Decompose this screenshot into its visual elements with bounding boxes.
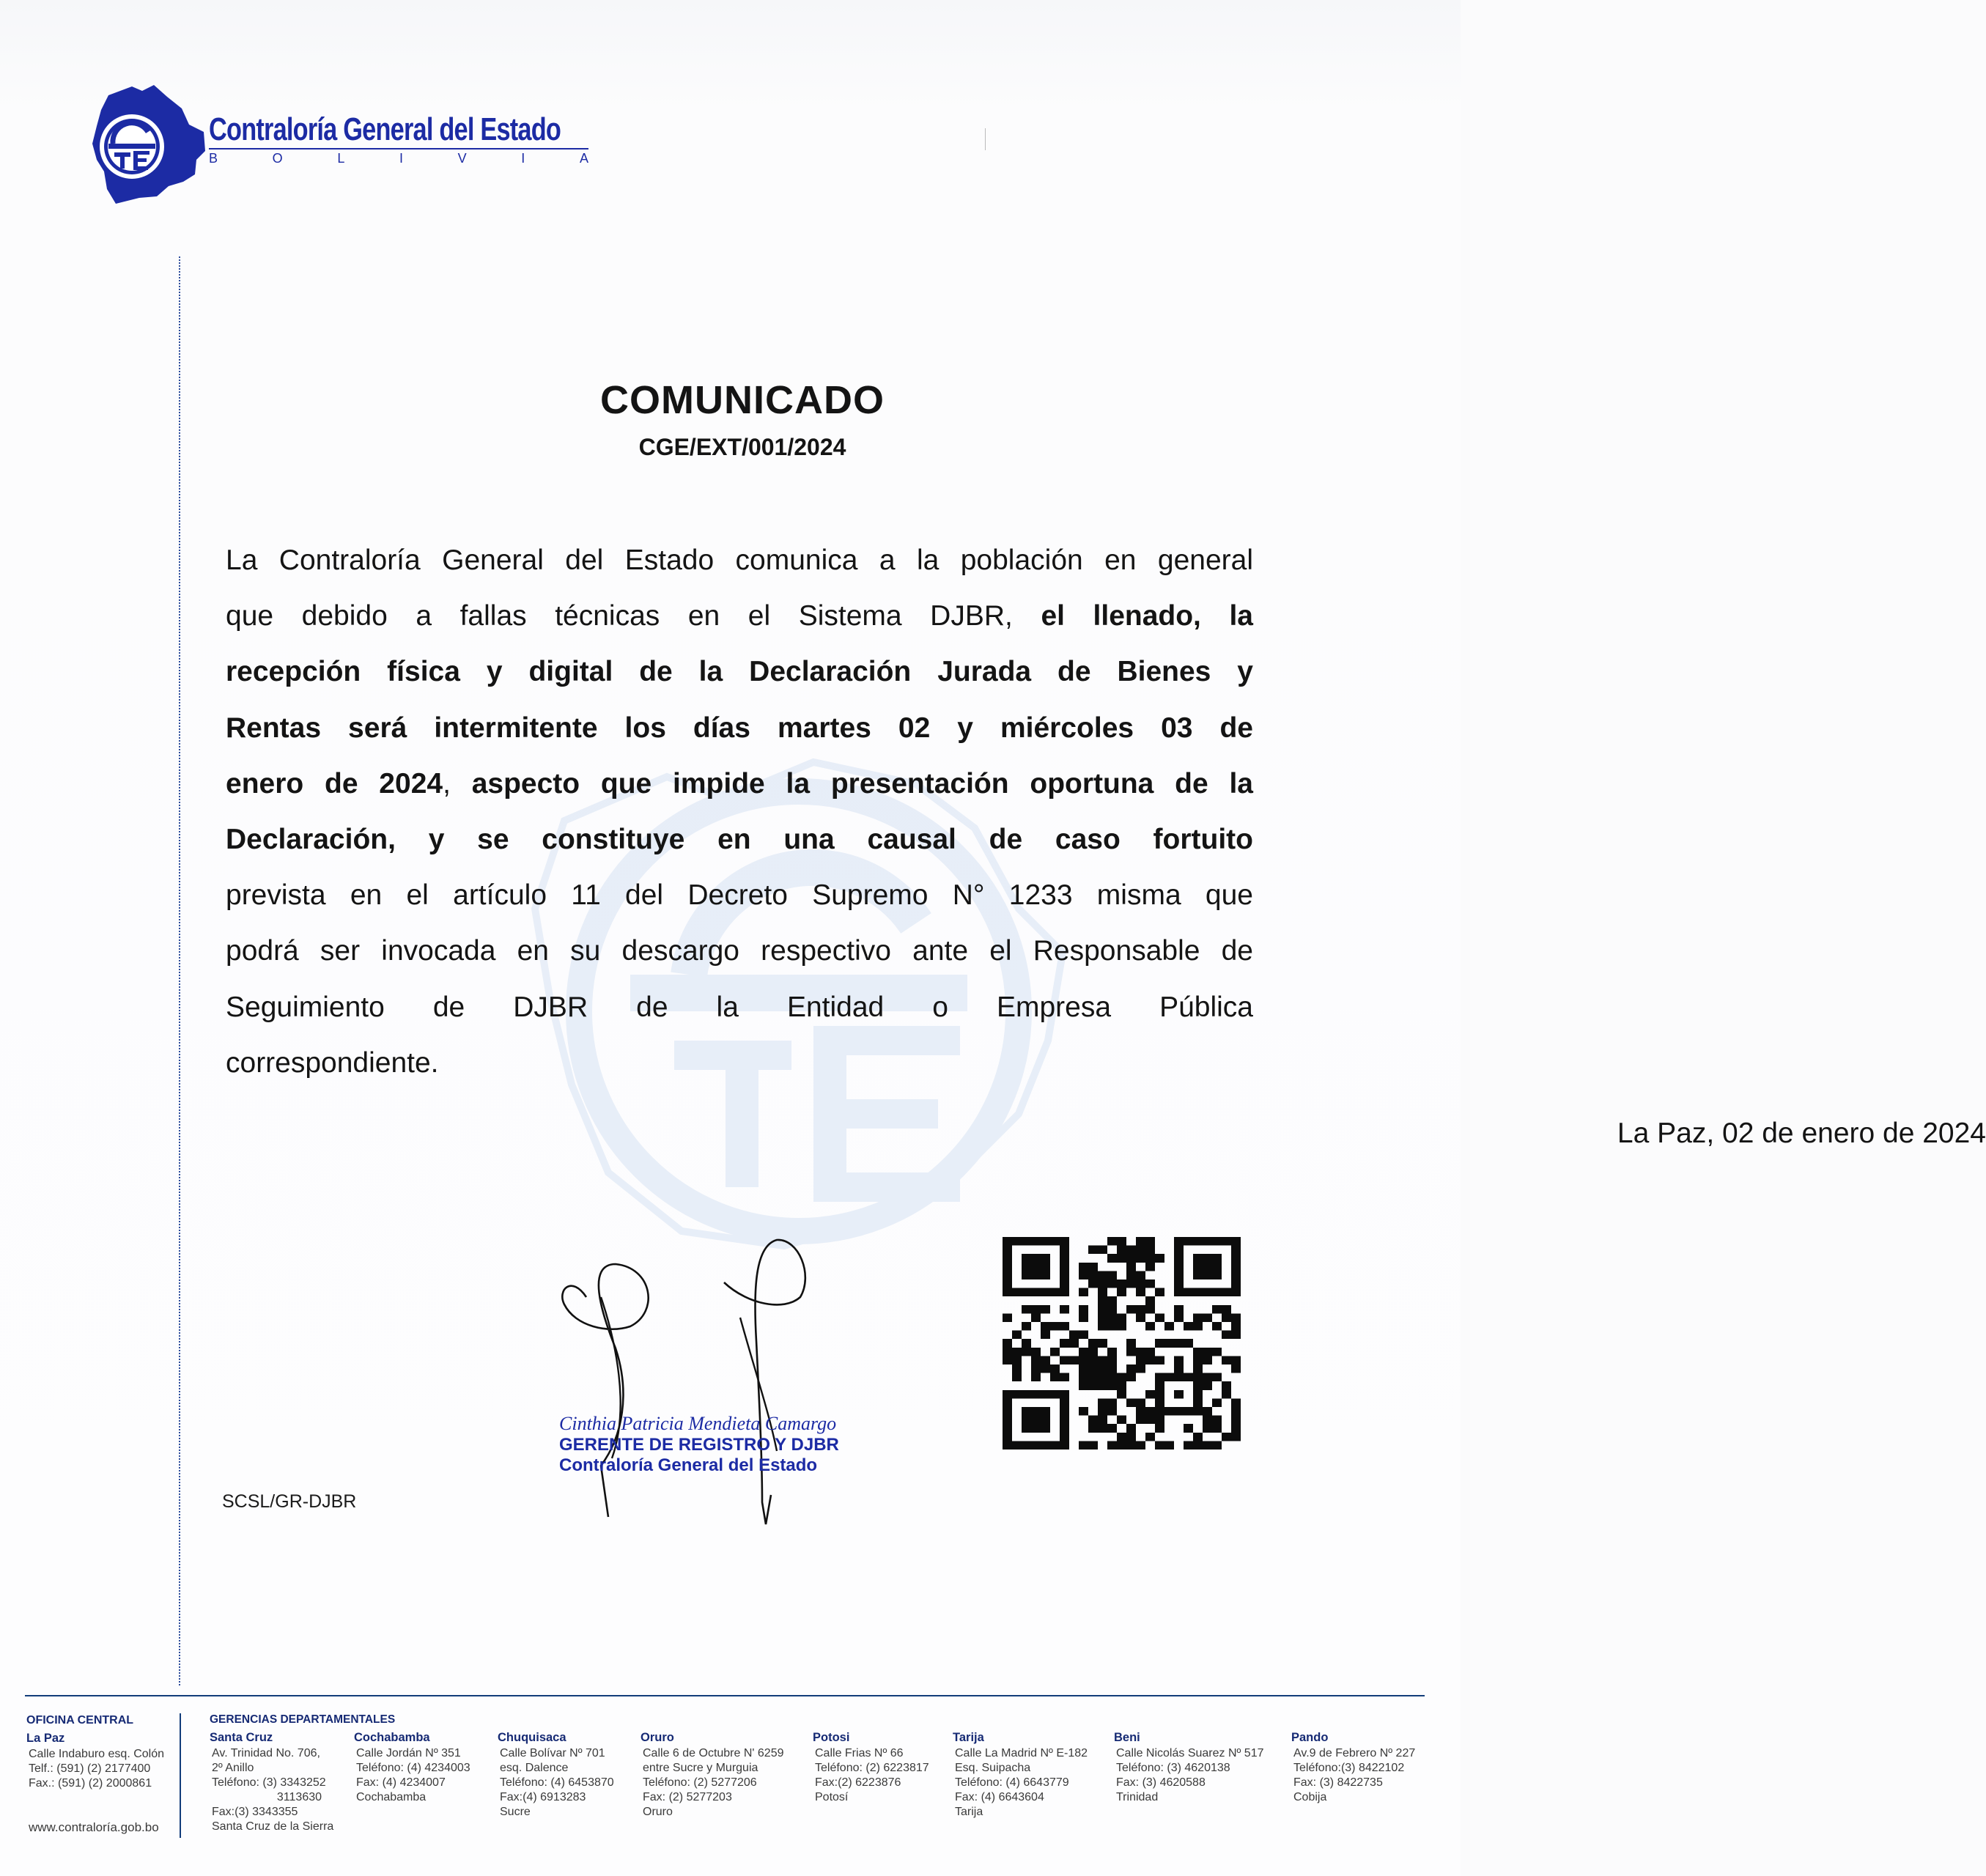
office-santa-cruz <box>210 1730 333 1834</box>
office-line: Fax: (3) 4620588 <box>1116 1776 1206 1789</box>
country-letter: L <box>337 151 345 166</box>
website-link[interactable]: www.contraloría.gob.bo <box>29 1820 159 1834</box>
office-line: Calle La Madrid Nº E-182 <box>955 1747 1088 1759</box>
country-letter: V <box>457 151 467 166</box>
office-beni <box>1114 1730 1264 1805</box>
office-line: Teléfono: (3) 3343252 <box>212 1776 326 1789</box>
body-line <box>226 701 1253 756</box>
office-line: Teléfono: (4) 6453870 <box>500 1776 614 1789</box>
signer-role: GERENTE DE REGISTRO Y DJBR <box>559 1435 839 1455</box>
qr-code-icon[interactable] <box>1003 1237 1241 1450</box>
office-line: esq. Dalence <box>500 1762 569 1774</box>
office-city: Pando <box>1291 1731 1329 1744</box>
office-line: Av. Trinidad No. 706, <box>212 1747 320 1759</box>
body-line <box>226 756 1253 812</box>
text: prevista en el artículo 11 del Decreto Supremo N° 1233 misma que <box>226 879 1253 912</box>
country-letter: I <box>521 151 525 166</box>
body-line <box>226 644 1253 700</box>
office-line: Fax:(4) 6913283 <box>500 1791 586 1803</box>
body-line <box>226 923 1253 979</box>
office-line: Calle Bolívar Nº 701 <box>500 1747 605 1759</box>
office-line: Sucre <box>500 1806 531 1818</box>
handwritten-signature-icon <box>542 1224 850 1532</box>
country-letter: I <box>399 151 403 166</box>
phone-line: Telf.: (591) (2) 2177400 <box>29 1762 151 1775</box>
office-city: Oruro <box>641 1731 674 1744</box>
office-line: Calle Jordán Nº 351 <box>356 1747 461 1759</box>
place-date-text: La Paz, 02 de enero de 2024 <box>1617 1118 1986 1149</box>
office-line: Fax: (2) 5277203 <box>643 1791 732 1803</box>
office-tarija <box>953 1730 1088 1820</box>
office-line: Calle Nicolás Suarez Nº 517 <box>1116 1747 1264 1759</box>
office-line: Cochabamba <box>356 1791 427 1803</box>
signature-stamp <box>559 1413 839 1476</box>
body-line <box>226 533 1253 588</box>
text: La Contraloría General del Estado comunica a la población en general <box>226 544 1253 576</box>
office-line: Fax:(3) 3343355 <box>212 1806 298 1818</box>
office-city: Tarija <box>953 1731 984 1744</box>
country-letter: A <box>579 151 588 166</box>
departmental-offices-heading: GERENCIAS DEPARTAMENTALES <box>210 1713 396 1726</box>
scan-mark <box>985 128 986 150</box>
body-line <box>226 868 1253 923</box>
bold-text: aspecto que impide la presentación oportuna de la <box>471 767 1253 799</box>
body-paragraph <box>226 533 1253 1091</box>
office-oruro <box>641 1730 784 1820</box>
country-letter: B <box>209 151 218 166</box>
office-line: Santa Cruz de la Sierra <box>212 1820 334 1833</box>
office-line: Esq. Suipacha <box>955 1762 1031 1774</box>
office-line: Teléfono: (4) 6643779 <box>955 1776 1069 1789</box>
office-line: Teléfono: (2) 5277206 <box>643 1776 757 1789</box>
office-line: Teléfono: (4) 4234003 <box>356 1762 470 1774</box>
text: Seguimiento de DJBR de la Entidad o Empresa Pública <box>226 991 1253 1023</box>
footer-divider <box>25 1695 1425 1696</box>
text: que debido a fallas técnicas en el Sistema DJBR, <box>226 600 1041 632</box>
address-line: Calle Indaburo esq. Colón <box>29 1748 165 1760</box>
document-title: COMUNICADO <box>600 378 885 422</box>
bold-text: el llenado, la <box>1041 600 1253 632</box>
office-city: Chuquisaca <box>498 1731 566 1744</box>
office-city: Cochabamba <box>354 1731 430 1744</box>
signer-name: Cinthia Patricia Mendieta Camargo <box>559 1413 837 1434</box>
office-line: entre Sucre y Murguia <box>643 1762 758 1774</box>
bold-text: recepción física y digital de la Declaración Jurada de Bienes y <box>226 656 1253 688</box>
office-line: Tarija <box>955 1806 983 1818</box>
body-line <box>226 1035 1253 1091</box>
office-pando <box>1291 1730 1415 1805</box>
document-code: CGE/EXT/001/2024 <box>638 434 846 460</box>
central-office-city: La Paz <box>26 1732 65 1745</box>
office-line: Fax: (4) 6643604 <box>955 1791 1044 1803</box>
signer-org: Contraloría General del Estado <box>559 1455 818 1475</box>
office-line: Fax: (3) 8422735 <box>1293 1776 1383 1789</box>
office-line: Fax: (4) 4234007 <box>356 1776 446 1789</box>
bold-text: Rentas será intermitente los días martes 02 y miércoles 03 de <box>226 712 1253 744</box>
office-cochabamba <box>354 1730 470 1805</box>
office-line: Calle 6 de Octubre N' 6259 <box>643 1747 784 1759</box>
body-line <box>226 588 1253 644</box>
office-line: Trinidad <box>1116 1791 1159 1803</box>
country-name <box>209 151 588 166</box>
office-line: 2º Anillo <box>212 1762 254 1774</box>
footer <box>0 1707 1461 1876</box>
bold-text: Declaración, y se constituye en una causal de caso fortuito <box>226 823 1253 855</box>
text: correspondiente. <box>226 1046 439 1079</box>
office-line: Teléfono: (2) 6223817 <box>815 1762 929 1774</box>
body-line <box>226 980 1253 1035</box>
text: , <box>443 767 472 799</box>
office-line: Calle Frias Nº 66 <box>815 1747 904 1759</box>
cge-logo-icon <box>86 79 211 204</box>
office-potosi <box>813 1730 929 1805</box>
office-line: Cobija <box>1293 1791 1327 1803</box>
office-line: Potosí <box>815 1791 849 1803</box>
office-city: Beni <box>1114 1731 1140 1744</box>
central-office-heading: OFICINA CENTRAL <box>26 1714 134 1727</box>
office-city: Potosi <box>813 1731 850 1744</box>
margin-dotted-line <box>179 256 180 1685</box>
office-line: Oruro <box>643 1806 673 1818</box>
office-chuquisaca <box>498 1730 614 1820</box>
bold-text: enero de 2024 <box>226 767 443 799</box>
body-line <box>226 812 1253 868</box>
office-line: Teléfono:(3) 8422102 <box>1293 1762 1405 1774</box>
office-city: Santa Cruz <box>210 1731 273 1744</box>
country-letter: O <box>272 151 283 166</box>
fax-line: Fax.: (591) (2) 2000861 <box>29 1777 152 1790</box>
office-line: Av.9 de Febrero Nº 227 <box>1293 1747 1416 1759</box>
central-office <box>26 1713 164 1835</box>
org-name: Contraloría General del Estado <box>209 111 561 147</box>
brand-underline <box>209 148 588 149</box>
office-line: 3113630 <box>212 1791 322 1803</box>
office-line: Fax:(2) 6223876 <box>815 1776 901 1789</box>
text: podrá ser invocada en su descargo respectivo ante el Responsable de <box>226 935 1253 967</box>
reference-code: SCSL/GR-DJBR <box>222 1491 357 1512</box>
office-line: Teléfono: (3) 4620138 <box>1116 1762 1230 1774</box>
footer-separator <box>180 1713 181 1838</box>
